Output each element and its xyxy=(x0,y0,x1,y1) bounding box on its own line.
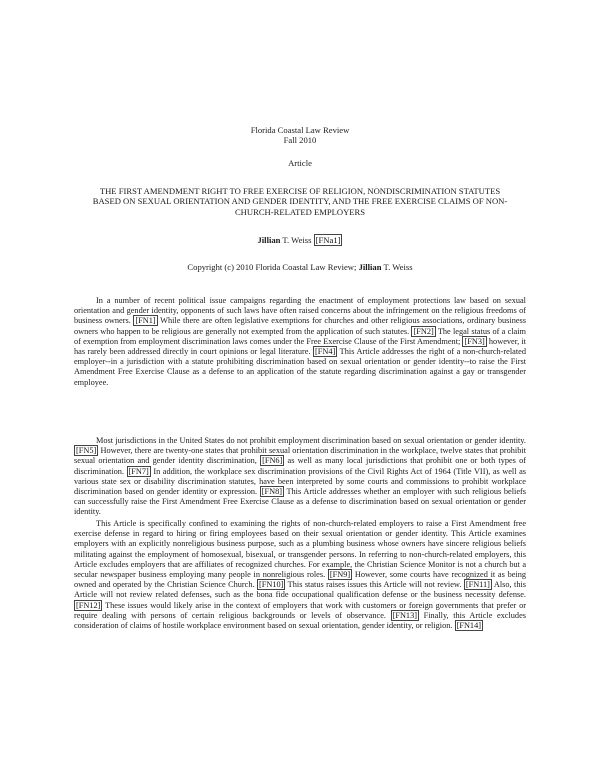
paragraph-1 xyxy=(74,296,526,388)
footnote-link-3[interactable]: [FN3] xyxy=(464,336,485,346)
footnote-link-11[interactable]: [FN11] xyxy=(465,580,490,590)
paragraph-text: In a number of recent political issue campaigns regarding the enactment of employment protections law based on sexual orientation and gender identity, opponents of such laws have often raised concerns about the infringement on the religious freedoms of business owners. xyxy=(74,296,526,326)
footnote-link-a1[interactable]: [FNa1] xyxy=(315,235,341,245)
paragraph-text: Also, this Article will not review related defenses, such as the bona fide occupational qualification defense or the business necessity defense. xyxy=(74,580,527,600)
paragraph-text: However, some courts have recognized it as being owned and operated by the Christian Science Church. xyxy=(74,570,527,590)
copyright-author-last: T. Weiss xyxy=(381,262,413,272)
copyright-author-first: Jillian xyxy=(358,262,382,272)
footnote-link-9[interactable]: [FN9] xyxy=(329,570,351,580)
paragraph-text: In addition, the workplace sex discrimination provisions of the Civil Rights Act of 1964 (Title VII), as well as various state sex or disability discrimination statutes, have been interpreted by some courts and commissions to prohibit workplace discrimination based on gender identity or expression. xyxy=(74,466,526,497)
paragraph-text: The legal status of a claim of exemption from employment discrimination laws comes under the Free Exercise Clause of the First Amendment; xyxy=(74,326,526,346)
author-line xyxy=(0,235,600,245)
author-first-name: Jillian xyxy=(257,235,281,245)
paragraph-text: While there are often legislative exemptions for churches and other religious associations, ordinary business owners who happen to be religious are generally not exempted from the application of such statutes. xyxy=(74,316,526,336)
paragraph-text: These issues would likely arise in the context of employers that work with customers or foreign governments that prefer or require dealing with persons of certain religious backgrounds or levels of observance. xyxy=(74,600,526,620)
footnote-link-14[interactable]: [FN14] xyxy=(456,621,481,631)
footnote-link-2[interactable]: [FN2] xyxy=(413,326,434,336)
article-title: THE FIRST AMENDMENT RIGHT TO FREE EXERCISE OF RELIGION, NONDISCRIMINATION STATUTES BASED ON SEXUAL ORIENTATION AND GENDER IDENTITY, AND THE FREE EXERCISE CLAIMS OF NON-CHURCH-RELATED EMPLOYERS xyxy=(92,186,508,217)
copyright-text: Copyright (c) 2010 Florida Coastal Law Review; xyxy=(187,262,359,272)
author-last-name: T. Weiss xyxy=(280,235,314,245)
footnote-link-6[interactable]: [FN6] xyxy=(262,456,283,466)
footnote-link-7[interactable]: [FN7] xyxy=(128,466,149,476)
paragraph-text: however, it has rarely been addressed directly in court opinions or legal literature. xyxy=(74,336,526,357)
journal-name: Florida Coastal Law Review xyxy=(250,125,350,135)
footnote-link-1[interactable]: [FN1] xyxy=(135,316,156,326)
paragraph-text: This Article is specifically confined to examining the rights of non-church-related employers to raise a First Amendment free exercise defense in regard to hiring or firing employees based on their sexual orientation or gender identity. This Article examines employers with an explicitly nonreligious business purpose, such as a plumbing business whose owners have sincere religious beliefs militating against the employment of homosexual, bisexual, or transgender persons. In referring to non-church-related employers, this Article excludes employers that are affiliates of recognized churches. For example, the Christian Science Monitor is not a church but a secular newspaper business employing many people in nonreligious roles. xyxy=(74,519,526,580)
paragraph-text: This status raises issues this Article will not review. xyxy=(285,580,464,590)
footnote-link-4[interactable]: [FN4] xyxy=(315,347,336,357)
paragraph-text: However, there are twenty-one states that prohibit sexual orientation discrimination in the workplace, twelve states that prohibit sexual orientation and gender identity discrimination, xyxy=(74,446,526,466)
footnote-link-5[interactable]: [FN5] xyxy=(76,446,97,456)
paragraph-2 xyxy=(74,436,526,518)
paragraph-text: Most jurisdictions in the United States do not prohibit employment discrimination based on sexual orientation or gender identity. xyxy=(96,436,526,445)
paragraph-3 xyxy=(74,519,526,631)
paragraph-text: as well as many local jurisdictions that prohibit one or both types of discrimination. xyxy=(74,456,526,476)
copyright-line xyxy=(0,262,600,272)
footnote-link-8[interactable]: [FN8] xyxy=(261,487,283,497)
journal-header xyxy=(0,125,600,146)
journal-issue: Fall 2010 xyxy=(283,135,317,146)
footnote-link-10[interactable]: [FN10] xyxy=(259,580,284,590)
article-label: Article xyxy=(288,158,312,168)
footnote-link-13[interactable]: [FN13] xyxy=(392,610,417,620)
paragraph-text: Finally, this Article excludes consideration of claims of hostile workplace environment based on sexual orientation, gender identity, or religion. xyxy=(74,610,526,631)
footnote-link-12[interactable]: [FN12] xyxy=(76,600,101,610)
paragraph-text: This Article addresses whether an employer with such religious beliefs can successfully raise the First Amendment Free Exercise Clause as a defense to discrimination based on sexual orientation or gender identity. xyxy=(74,487,526,517)
paragraph-text: This Article addresses the right of a non-church-related employer--in a jurisdiction with a statute prohibiting discrimination based on sexual orientation or gender identity--to raise the First Amendment Free Exercise Clause as a defense to an application of the statute regarding discrimination against a gay or transgender employee. xyxy=(74,347,526,387)
